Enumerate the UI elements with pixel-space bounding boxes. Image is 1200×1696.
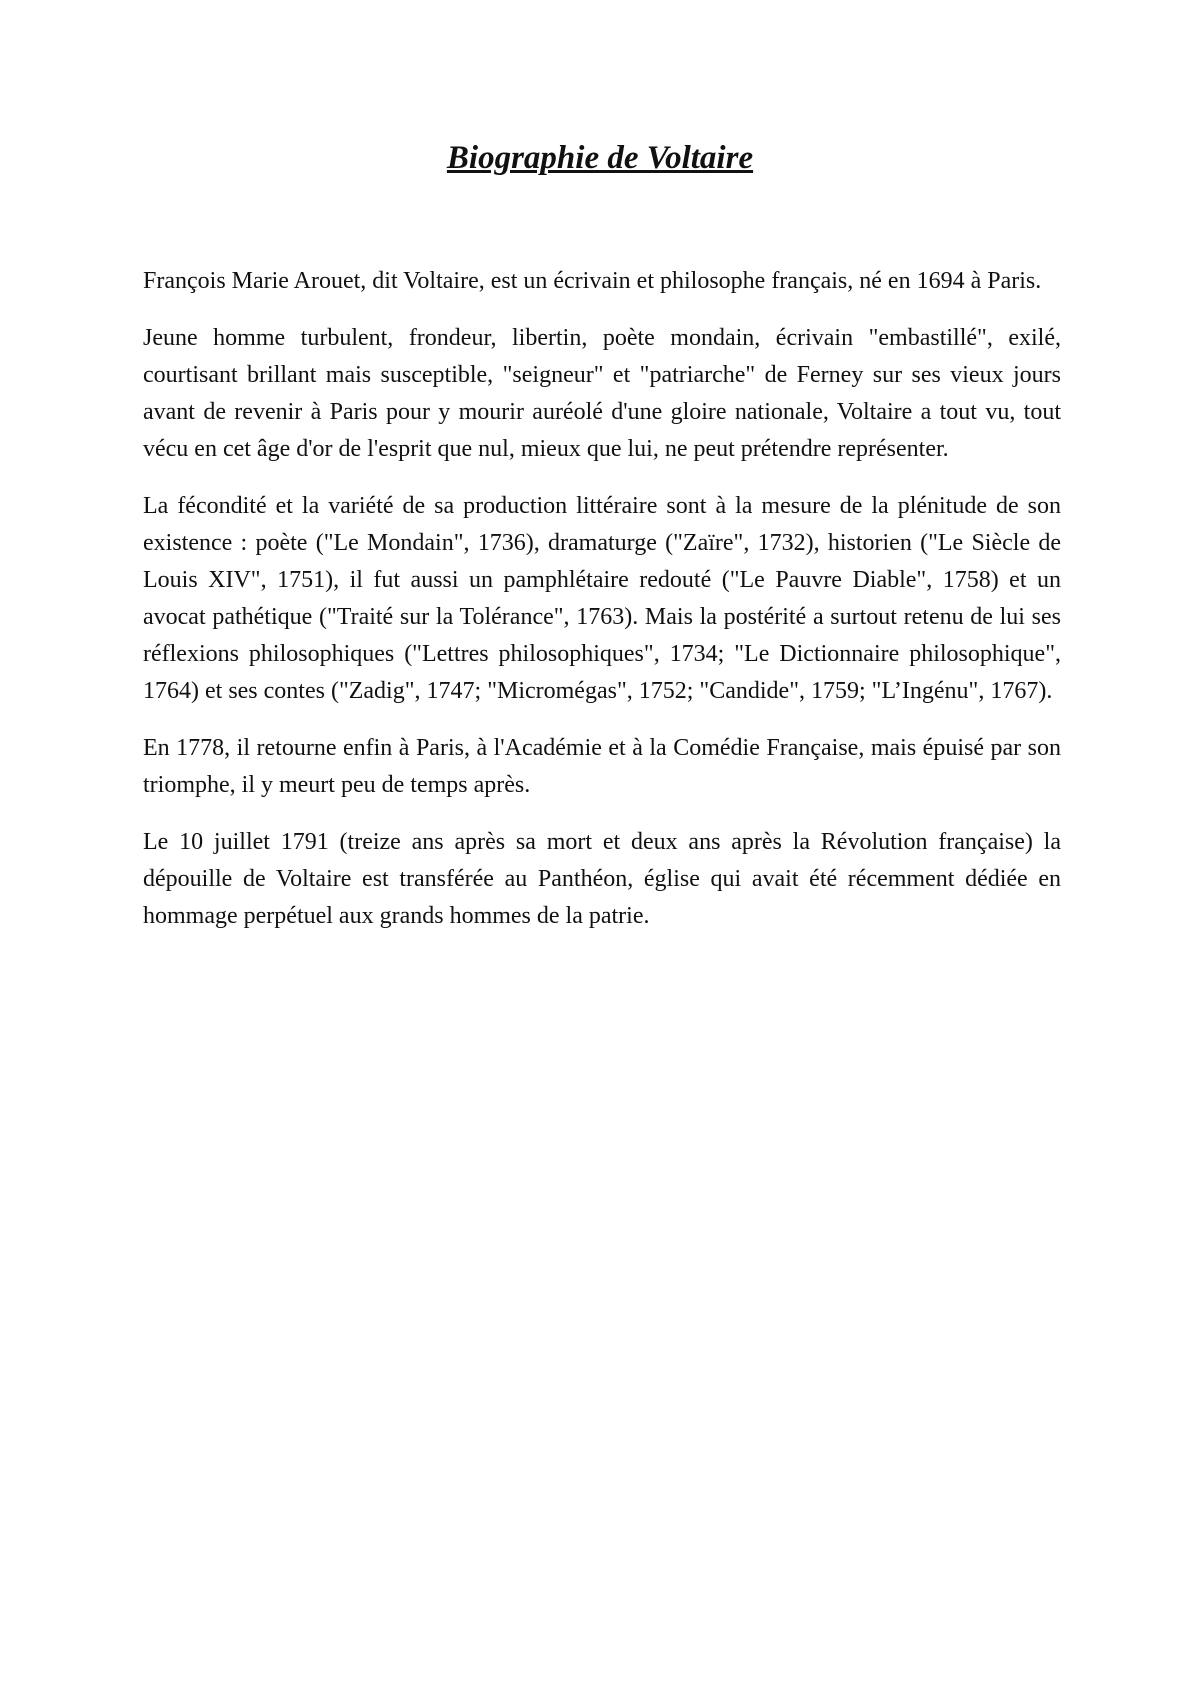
paragraph-works: La fécondité et la variété de sa production littéraire sont à la mesure de la plénitude de son existence : poète ("Le Mondain", 1736), dramaturge ("Zaïre", 1732), historien ("Le Siècle de Louis XIV", 1751), il fut aussi un pamphlétaire redouté ("Le Pauvre Diable", 1758) et un avocat pathétique ("Traité sur la Tolérance", 1763). Mais la postérité a surtout retenu de lui ses réflexions philosophiques ("Lettres philosophiques", 1734; "Le Dictionnaire philosophique", 1764) et ses contes ("Zadig", 1747; "Micromégas", 1752; "Candide", 1759; "L’Ingénu", 1767). (143, 493, 1061, 704)
document-title: Biographie de Voltaire (446, 140, 754, 176)
paragraph-intro: François Marie Arouet, dit Voltaire, est un écrivain et philosophe français, né en 1694 à Paris. (143, 268, 1042, 294)
document-body (143, 263, 1061, 955)
paragraph-youth: Jeune homme turbulent, frondeur, libertin, poète mondain, écrivain "embastillé", exilé, courtisant brillant mais susceptible, "seigneur" et "patriarche" de Ferney sur ses vieux jours avant de revenir à Paris pour y mourir auréolé d'une gloire nationale, Voltaire a tout vu, tout vécu en cet âge d'or de l'esprit que nul, mieux que lui, ne peut prétendre représenter. (143, 325, 1061, 462)
paragraph-return: En 1778, il retourne enfin à Paris, à l'Académie et à la Comédie Française, mais épuisé par son triomphe, il y meurt peu de temps après. (143, 735, 1061, 798)
paragraph-pantheon: Le 10 juillet 1791 (treize ans après sa mort et deux ans après la Révolution française) la dépouille de Voltaire est transférée au Panthéon, église qui avait été récemment dédiée en hommage perpétuel aux grands hommes de la patrie. (143, 829, 1061, 929)
